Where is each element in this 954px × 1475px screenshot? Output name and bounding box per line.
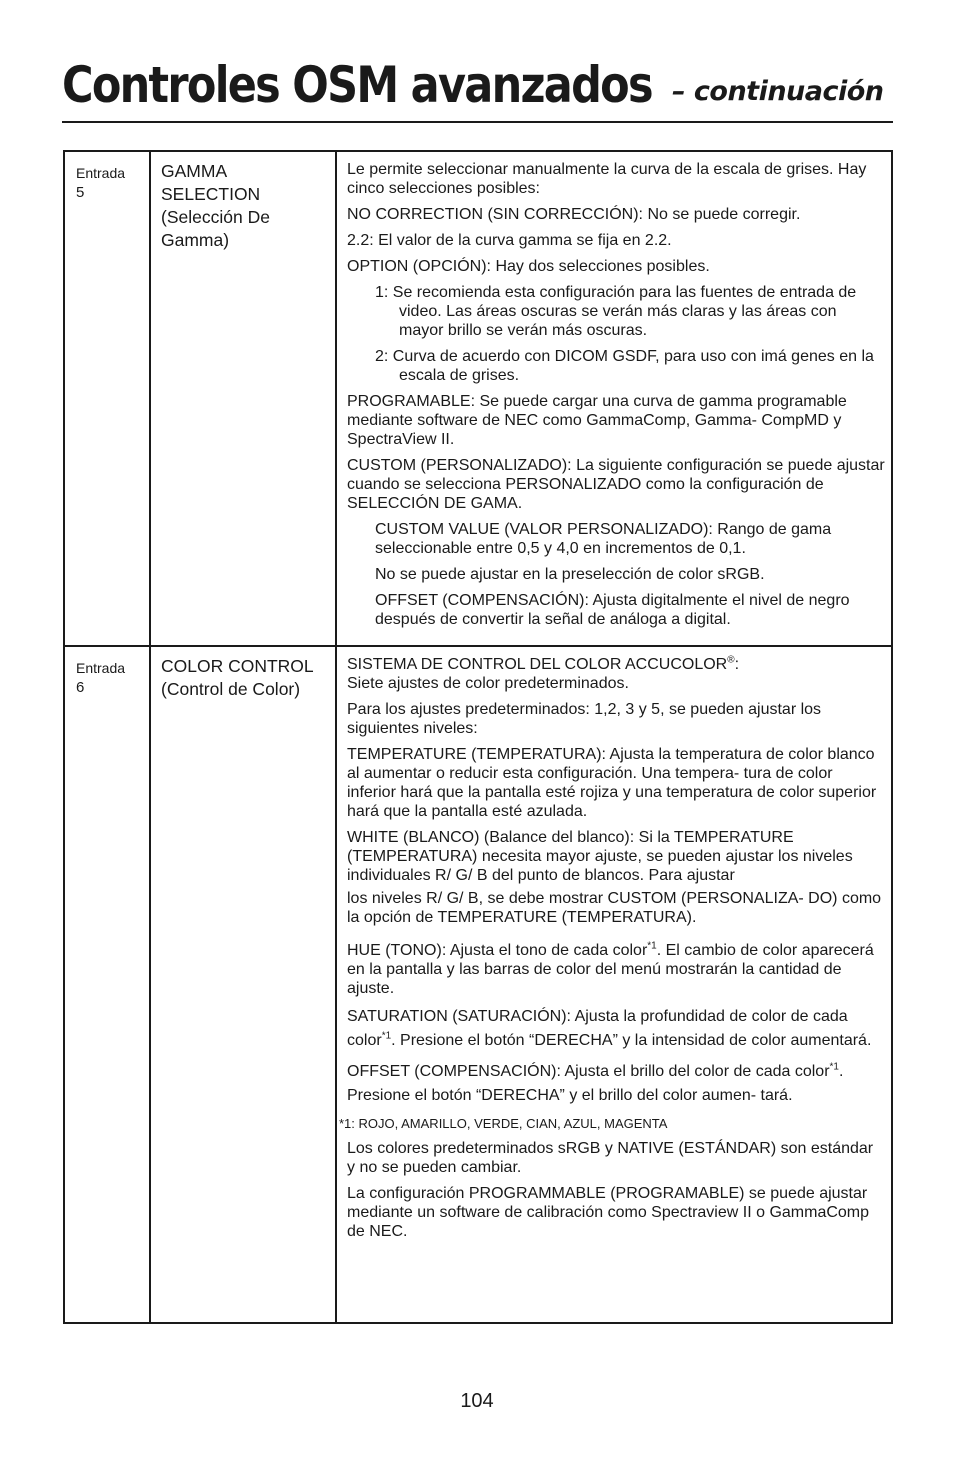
hue-text-2: . El cambio de color aparecerá en la pantalla y las barras de color del menú mostrarán la cantidad de ajuste. [347,942,874,997]
title-rule [62,121,893,123]
description-paragraph: Para los ajustes predeterminados: 1,2, 3 y 5, se pueden ajustar los siguientes niveles: [347,701,822,737]
accucolor-colon: : [734,656,740,673]
description-paragraph: La configuración PROGRAMMABLE (PROGRAMABLE) se puede ajustar mediante un software de calibración como Spectraview II o GammaComp de NEC. [347,1185,870,1240]
control-name: GAMMA SELECTION (Selección De Gamma) [161,161,270,250]
control-name-cell [150,646,336,1323]
entry-cell [64,151,150,646]
table-row [64,646,892,1323]
entry-number: 5 [76,184,85,201]
control-name-cell [150,151,336,646]
sub-item: CUSTOM VALUE (VALOR PERSONALIZADO): Rango de gama seleccionable entre 0,5 y 4,0 en incrementos de 0,1. [375,521,832,557]
description-paragraph: PROGRAMABLE: Se puede cargar una curva de gamma programable mediante software de NEC como GammaComp, Gamma- CompMD y SpectraView II. [347,393,847,448]
saturation-text: SATURATION (SATURACIÓN): Ajusta la profundidad de color de cada color [347,1008,848,1049]
accucolor-line2: Siete ajustes de color predeterminados. [347,675,629,692]
description-paragraph: TEMPERATURE (TEMPERATURA): Ajusta la temperatura de color blanco al aumentar o reducir esta configuración. Una tempera- tura de color inferior hará que la pantalla esté rojiza y una temperatura de color superior hará que la pantalla esté azulada. [347,746,877,820]
page-number: 104 [460,1390,494,1412]
accucolor-text: SISTEMA DE CONTROL DEL COLOR ACCUCOLOR [347,656,728,673]
footnote-ref: *1 [829,1061,839,1073]
accucolor-paragraph [347,655,885,693]
footnote-ref: *1 [647,940,657,952]
option-item: 1: Se recomienda esta configuración para las fuentes de entrada de video. Las áreas oscuras se verán más claras y las áreas con mayor brillo se verán más oscuras. [375,284,857,339]
sub-item: OFFSET (COMPENSACIÓN): Ajusta digitalmente el nivel de negro después de convertir la señal de análoga a digital. [375,592,850,628]
osm-controls-table [63,150,893,1324]
sub-item: No se puede ajustar en la preselección de color sRGB. [375,566,765,583]
footnote-ref: *1 [381,1030,392,1042]
description-paragraph: OPTION (OPCIÓN): Hay dos selecciones posibles. [347,258,710,275]
hue-text: HUE (TONO): Ajusta el tono de cada color [347,942,648,959]
offset-text-2: . Presione el botón “DERECHA” y el brillo del color aumen- tará. [347,1063,844,1104]
description-paragraph: los niveles R/ G/ B, se debe mostrar CUSTOM (PERSONALIZA- DO) como la opción de TEMPERATURE (TEMPERATURA). [347,890,882,926]
saturation-paragraph [347,1005,885,1053]
registered-mark: ® [727,654,735,666]
description-paragraph: NO CORRECTION (SIN CORRECCIÓN): No se puede corregir. [347,206,801,223]
description-paragraph: CUSTOM (PERSONALIZADO): La siguiente configuración se puede ajustar cuando se selecciona PERSONALIZADO como la configuración de SELECCIÓN DE GAMA. [347,457,885,512]
control-name: COLOR CONTROL (Control de Color) [161,656,314,699]
description-cell [336,151,892,646]
description-paragraph: WHITE (BLANCO) (Balance del blanco): Si la TEMPERATURE (TEMPERATURA) necesita mayor ajuste, se pueden ajustar los niveles individuales R/ G/ B del punto de blancos. Para ajustar [347,829,853,884]
option-item: 2: Curva de acuerdo con DICOM GSDF, para uso con imá genes en la escala de grises. [375,348,874,384]
description-paragraph: Le permite seleccionar manualmente la curva de la escala de grises. Hay cinco selecciones posibles: [347,161,867,197]
page-title [62,56,884,114]
entry-cell [64,646,150,1323]
footnote: *1: ROJO, AMARILLO, VERDE, CIAN, AZUL, MAGENTA [339,1116,668,1131]
description-cell [336,646,892,1323]
entry-label: Entrada [76,165,126,181]
description-paragraph: 2.2: El valor de la curva gamma se fija en 2.2. [347,232,672,249]
offset-paragraph [347,1060,885,1108]
hue-paragraph [347,941,885,998]
title-main: Controles OSM avanzados [62,56,652,114]
title-continuation: – continuación [672,76,884,107]
description-paragraph: Los colores predeterminados sRGB y NATIVE (ESTÁNDAR) son estándar y no se pueden cambiar. [347,1140,874,1176]
offset-text: OFFSET (COMPENSACIÓN): Ajusta el brillo del color de cada color [347,1063,830,1080]
entry-label: Entrada [76,660,126,676]
saturation-text-2: . Presione el botón “DERECHA” y la intensidad de color aumentará. [391,1032,872,1049]
table-row [64,151,892,646]
entry-number: 6 [76,679,85,696]
